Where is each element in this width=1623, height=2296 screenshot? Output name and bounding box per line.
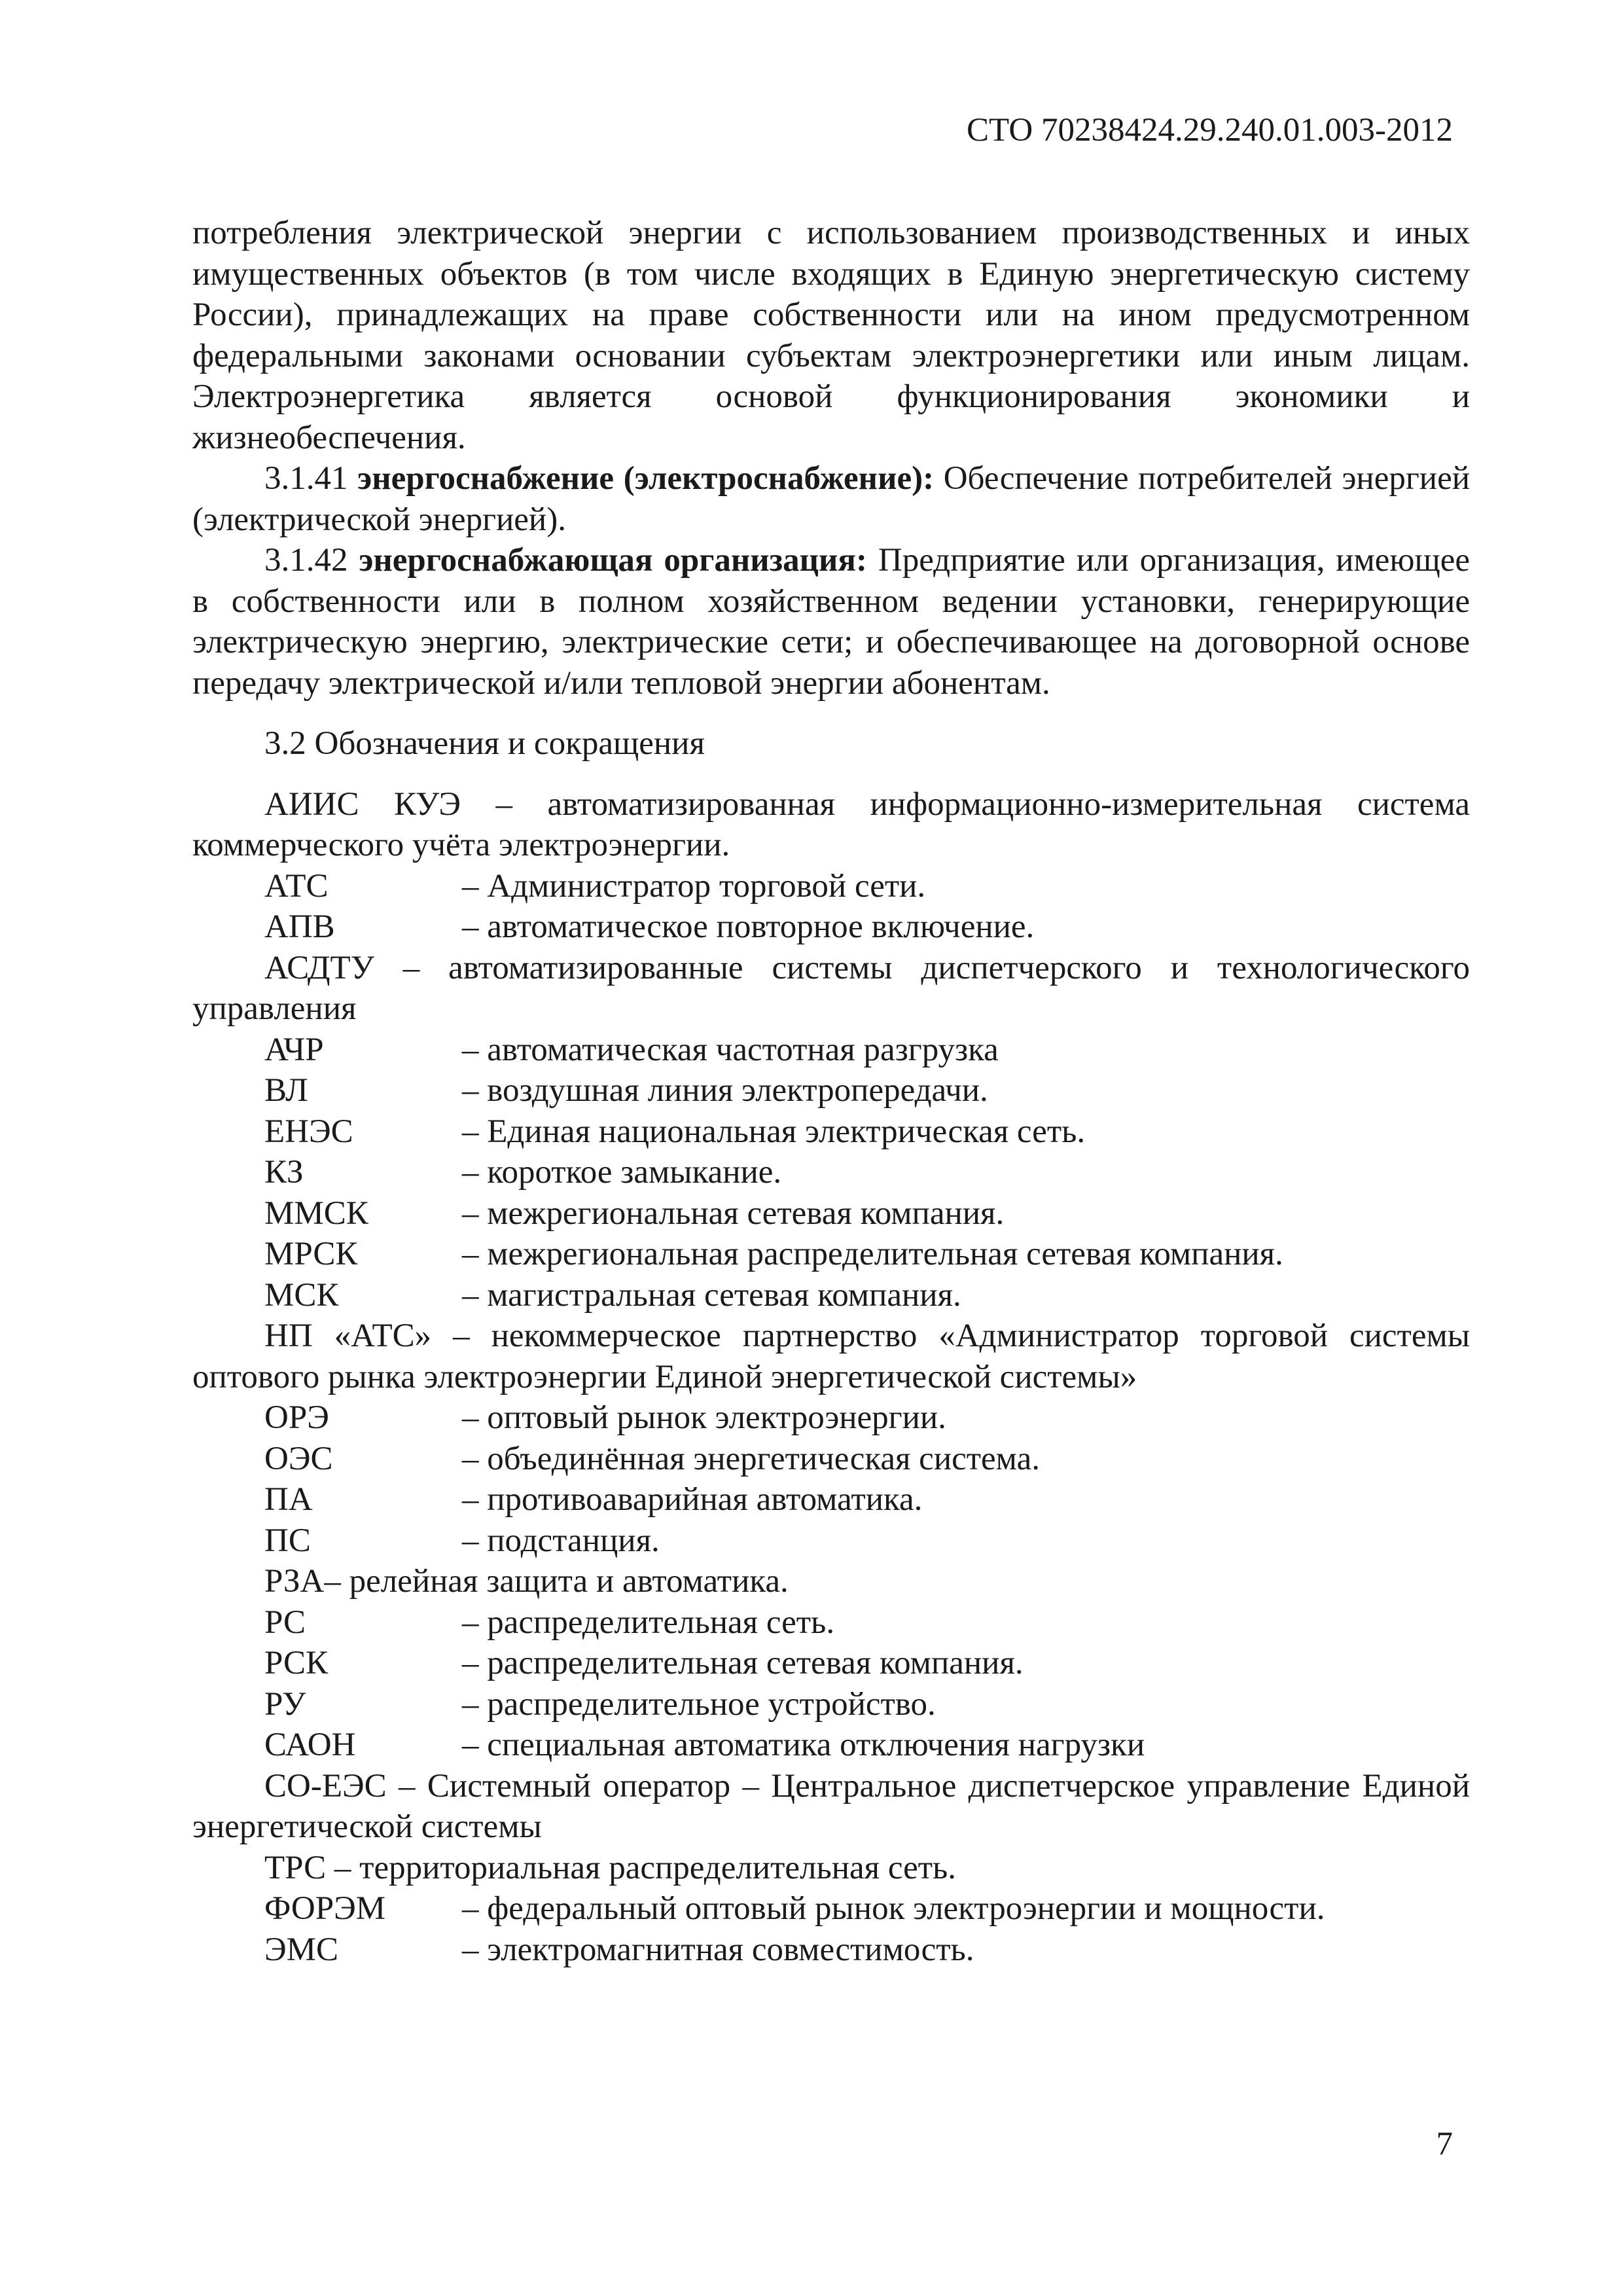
document-code: СТО 70238424.29.240.01.003-2012	[966, 112, 1453, 149]
abbreviation-asdtu: АСДТУ – автоматизированные системы диспетчерского и технологического управления	[192, 949, 1470, 1027]
abbreviation-term: ОРЭ	[264, 1399, 329, 1436]
abbreviation-row	[192, 1275, 1470, 1316]
abbreviation-definition: – короткое замыкание.	[462, 1154, 782, 1191]
definition-term: энергоснабжение (электроснабжение):	[357, 460, 935, 497]
abbreviation-definition: – Единая национальная электрическая сеть.	[462, 1113, 1086, 1150]
abbreviation-term: РС	[264, 1604, 306, 1641]
abbreviation-row	[192, 1439, 1470, 1480]
intro-paragraph: потребления электрической энергии с использованием производственных и иных имущественных объектов (в том числе входящих в Единую энергетическую систему России), принадлежащих на праве собственности или на ином предусмотренном федеральными законами основании субъектам электроэнергетики или иным лицам. Электроэнергетика является основой функционирования экономики и жизнеобеспечения.	[192, 215, 1470, 456]
definition-text: Предприятие или организация, имеющее в собственности или в полном хозяйственном ведении установки, генерирующие электрическую энергию, электрические сети; и обеспечивающее на договорной основе передачу электрической и/или тепловой энергии абонентам.	[192, 542, 1471, 702]
abbreviation-definition: – межрегиональная сетевая компания.	[462, 1194, 1005, 1232]
abbreviation-term: РУ	[264, 1685, 306, 1723]
abbreviation-definition: – подстанция.	[462, 1522, 660, 1559]
abbreviation-term: МСК	[264, 1276, 339, 1314]
abbreviation-so-ees: СО-ЕЭС – Системный оператор – Центральное диспетчерское управление Единой энергетической системы	[192, 1767, 1470, 1845]
abbreviation-row	[192, 1397, 1470, 1439]
abbreviation-row	[192, 1193, 1470, 1234]
abbreviation-term: ММСК	[264, 1194, 368, 1232]
abbreviation-definition: – Администратор торговой сети.	[462, 867, 926, 905]
abbreviation-definition: – специальная автоматика отключения нагрузки	[462, 1727, 1145, 1763]
definition-term: энергоснабжающая организация:	[359, 542, 868, 579]
abbreviation-term: РСК	[264, 1645, 329, 1681]
abbreviation-term: ЭМС	[264, 1931, 339, 1968]
abbreviation-term: АЧР	[264, 1031, 324, 1068]
definition-3-1-41	[192, 458, 1470, 540]
abbreviation-definition: – оптовый рынок электроэнергии.	[462, 1399, 946, 1436]
abbreviation-list-2	[192, 1397, 1470, 1561]
abbreviation-row	[192, 1602, 1470, 1643]
abbreviation-definition: – автоматическая частотная разгрузка	[462, 1031, 999, 1068]
abbreviation-definition: – противоаварийная автоматика.	[462, 1481, 923, 1518]
abbreviation-np-ats: НП «АТС» – некоммерческое партнерство «Администратор торговой системы оптового рынка электроэнергии Единой энергетической системы»	[192, 1318, 1470, 1395]
abbreviation-definition: – межрегиональная распределительная сетевая компания.	[462, 1236, 1283, 1272]
abbreviation-list-3	[192, 1602, 1470, 1766]
definition-text: Обеспечение потребителей энергией (электрической энергией).	[192, 460, 1470, 538]
abbreviation-rza: РЗА– релейная защита и автоматика.	[264, 1563, 789, 1600]
abbreviation-definition: – автоматическое повторное включение.	[462, 908, 1035, 945]
abbreviation-definition: – федеральный оптовый рынок электроэнергии и мощности.	[462, 1890, 1325, 1927]
abbreviation-term: ПА	[264, 1481, 313, 1518]
abbreviation-row	[192, 1929, 1470, 1971]
page-number: 7	[1436, 2126, 1453, 2162]
definition-number: 3.1.42	[264, 542, 348, 579]
abbreviation-term: ФОРЭМ	[264, 1890, 386, 1927]
abbreviation-row	[192, 1234, 1470, 1275]
abbreviation-definition: – распределительное устройство.	[462, 1685, 936, 1723]
abbreviation-row	[192, 906, 1470, 948]
abbreviation-row	[192, 1030, 1470, 1071]
abbreviation-term: ПС	[264, 1522, 311, 1559]
abbreviation-term: ОЭС	[264, 1440, 333, 1477]
abbreviation-term: САОН	[264, 1727, 356, 1763]
abbreviation-definition: – распределительная сеть.	[462, 1604, 835, 1641]
abbreviation-term: ВЛ	[264, 1072, 308, 1109]
abbreviation-definition: – распределительная сетевая компания.	[462, 1645, 1024, 1681]
abbreviation-row	[192, 1684, 1470, 1725]
definition-3-1-42	[192, 540, 1470, 704]
abbreviation-definition: – объединённая энергетическая система.	[462, 1440, 1040, 1477]
abbreviation-row	[192, 1725, 1470, 1766]
definition-number: 3.1.41	[264, 460, 348, 497]
abbreviation-row	[192, 1643, 1470, 1684]
abbreviation-term: МРСК	[264, 1236, 358, 1272]
abbreviation-row	[192, 1111, 1470, 1153]
abbreviation-term: КЗ	[264, 1154, 304, 1191]
abbreviation-term: ЕНЭС	[264, 1113, 353, 1150]
abbreviation-row	[192, 1479, 1470, 1520]
abbreviation-definition: – магистральная сетевая компания.	[462, 1276, 961, 1314]
section-heading: 3.2 Обозначения и сокращения	[264, 725, 705, 762]
abbreviation-row	[192, 1152, 1470, 1193]
abbreviation-row	[192, 1520, 1470, 1562]
abbreviation-row	[192, 1070, 1470, 1111]
abbreviation-trs: ТРС – территориальная распределительная сеть.	[264, 1849, 957, 1886]
abbreviation-row	[192, 866, 1470, 907]
abbreviation-aiis-kue: АИИС КУЭ – автоматизированная информационно-измерительная система коммерческого учёта электроэнергии.	[192, 785, 1470, 863]
abbreviation-definition: – воздушная линия электропередачи.	[462, 1072, 988, 1109]
abbreviation-row	[192, 1888, 1470, 1929]
abbreviation-term: АТС	[264, 867, 329, 905]
abbreviation-term: АПВ	[264, 908, 335, 945]
document-body	[192, 213, 1470, 1970]
abbreviation-definition: – электромагнитная совместимость.	[462, 1931, 974, 1968]
abbreviation-list-1	[192, 1030, 1470, 1316]
abbreviation-list-4	[192, 1888, 1470, 1970]
